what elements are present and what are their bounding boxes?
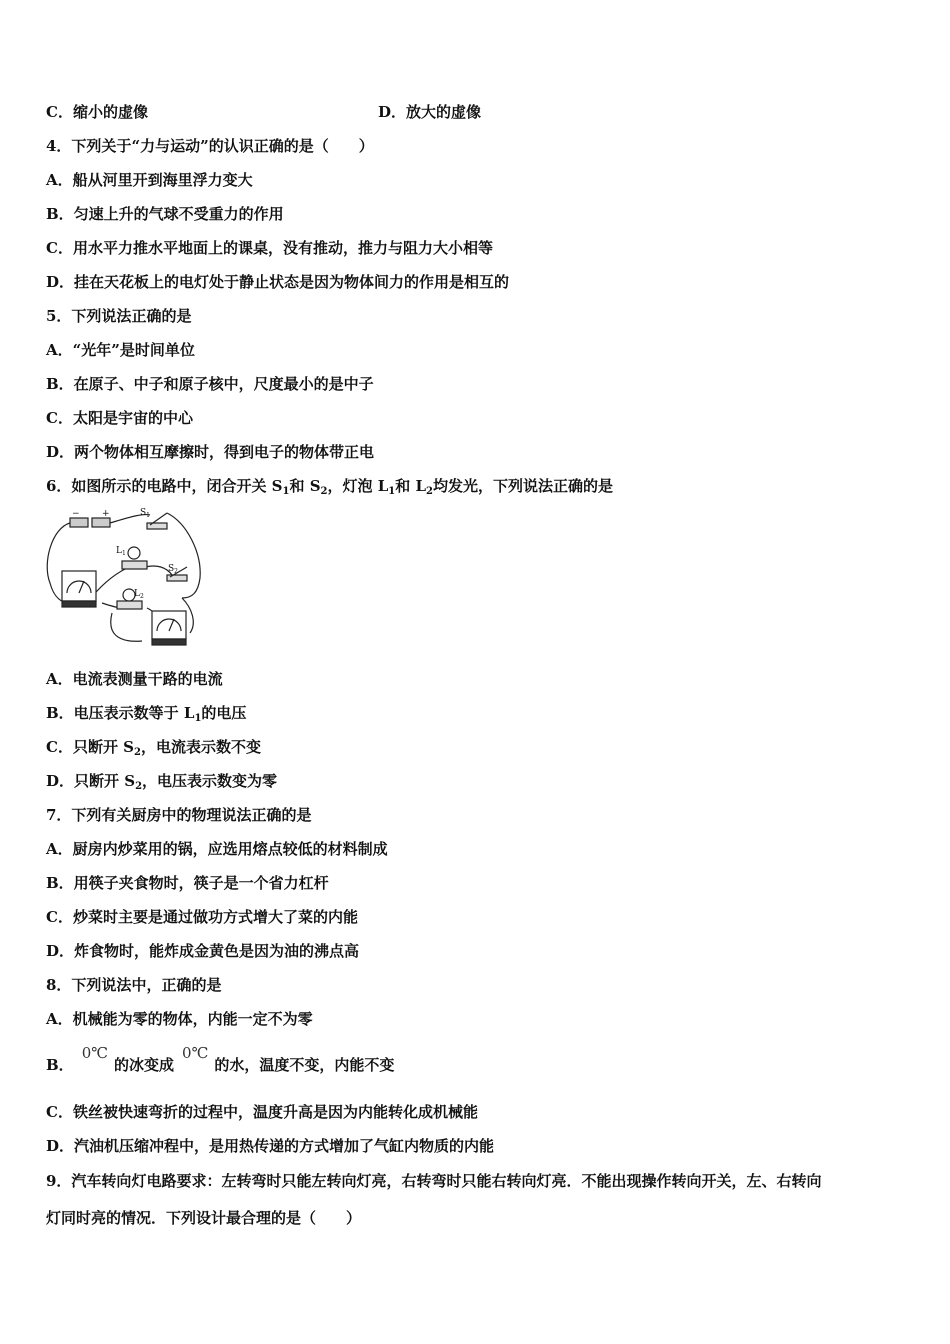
- switch-s2-base: [167, 575, 187, 581]
- q5-option-b: B．在原子、中子和原子核中，尺度最小的是中子: [46, 375, 374, 393]
- q5-option-a: A．“光年”是时间单位: [46, 341, 195, 359]
- q7-option-b: B．用筷子夹食物时，筷子是一个省力杠杆: [46, 874, 329, 892]
- q6-option-c: C．只断开 $S_2$，电流表示数不变: [46, 738, 261, 758]
- q4-option-d: D．挂在天花板上的电灯处于静止状态是因为物体间力的作用是相互的: [46, 273, 510, 291]
- battery-cell-2: [92, 518, 110, 527]
- q3-option-c: C．缩小的虚像: [46, 103, 148, 121]
- q5-option-d: D．两个物体相互摩擦时，得到电子的物体带正电: [46, 443, 375, 461]
- temp-0c-2: 0℃: [182, 1044, 209, 1062]
- q6-option-a: A．电流表测量干路的电流: [46, 670, 223, 688]
- temp-0c-1: 0℃: [81, 1044, 109, 1062]
- q7-stem: 7．下列有关厨房中的物理说法正确的是: [46, 806, 312, 824]
- q7-option-c: C．炒菜时主要是通过做功方式增大了菜的内能: [46, 908, 358, 926]
- q7-option-a: A．厨房内炒菜用的锅，应选用熔点较低的材料制成: [46, 840, 388, 858]
- battery-plus-label: +: [102, 509, 110, 519]
- ammeter-body: [62, 571, 96, 601]
- ammeter-terminals: [62, 601, 96, 607]
- q8-option-a: A．机械能为零的物体，内能一定不为零: [46, 1010, 313, 1028]
- q5-stem: 5．下列说法正确的是: [46, 307, 192, 325]
- q4-option-b: B．匀速上升的气球不受重力的作用: [46, 205, 284, 223]
- q4-stem: 4．下列关于“力与运动”的认识正确的是（ ）: [46, 137, 374, 155]
- q6-option-d: D．只断开 $S_2$，电压表示数变为零: [46, 772, 278, 792]
- l1-label: $L_1$: [116, 546, 126, 557]
- q6-stem: 6．如图所示的电路中，闭合开关 $S_1$和 $S_2$，灯泡 $L_1$和 $L_2$均发光，下列说法正确的是: [46, 477, 614, 497]
- voltmeter-body: [152, 611, 186, 639]
- lamp-l2-base: [117, 601, 142, 609]
- q3-option-d: D．放大的虚像: [378, 103, 482, 121]
- s1-label: $S_1$: [140, 508, 150, 519]
- q8-option-b: B．0℃的冰变成0℃的水，温度不变，内能不变: [46, 1044, 395, 1074]
- battery-cell-1: [70, 518, 88, 527]
- q4-option-a: A．船从河里开到海里浮力变大: [46, 171, 253, 189]
- q8-option-c: C．铁丝被快速弯折的过程中，温度升高是因为内能转化成机械能: [46, 1103, 478, 1121]
- circuit-diagram: [42, 503, 212, 648]
- switch-s1-base: [147, 523, 167, 529]
- voltmeter-terminals: [152, 639, 186, 645]
- lamp-l1-bulb: [128, 547, 140, 559]
- wire-bottom-2: [111, 613, 142, 641]
- q8-stem: 8．下列说法中，正确的是: [46, 976, 222, 994]
- wire-right: [167, 513, 200, 598]
- q9-stem-line2: 灯同时亮的情况．下列设计最合理的是（ ）: [46, 1209, 362, 1227]
- q9-stem-line1: 9．汽车转向灯电路要求：左转弯时只能左转向灯亮，右转弯时只能右转向灯亮．不能出现操作转向开关，左、右转向: [46, 1172, 822, 1190]
- q6-option-b: B．电压表示数等于 $L_1$的电压: [46, 704, 247, 724]
- q8-option-d: D．汽油机压缩冲程中，是用热传递的方式增加了气缸内物质的内能: [46, 1137, 495, 1155]
- q5-option-c: C．太阳是宇宙的中心: [46, 409, 193, 427]
- lamp-l1-base: [122, 561, 147, 569]
- battery-minus-label: −: [72, 509, 80, 519]
- q7-option-d: D．炸食物时，能炸成金黄色是因为油的沸点高: [46, 942, 360, 960]
- s2-label: $S_2$: [168, 564, 178, 575]
- q4-option-c: C．用水平力推水平地面上的课桌，没有推动，推力与阻力大小相等: [46, 239, 493, 257]
- l2-label: $L_2$: [134, 589, 144, 600]
